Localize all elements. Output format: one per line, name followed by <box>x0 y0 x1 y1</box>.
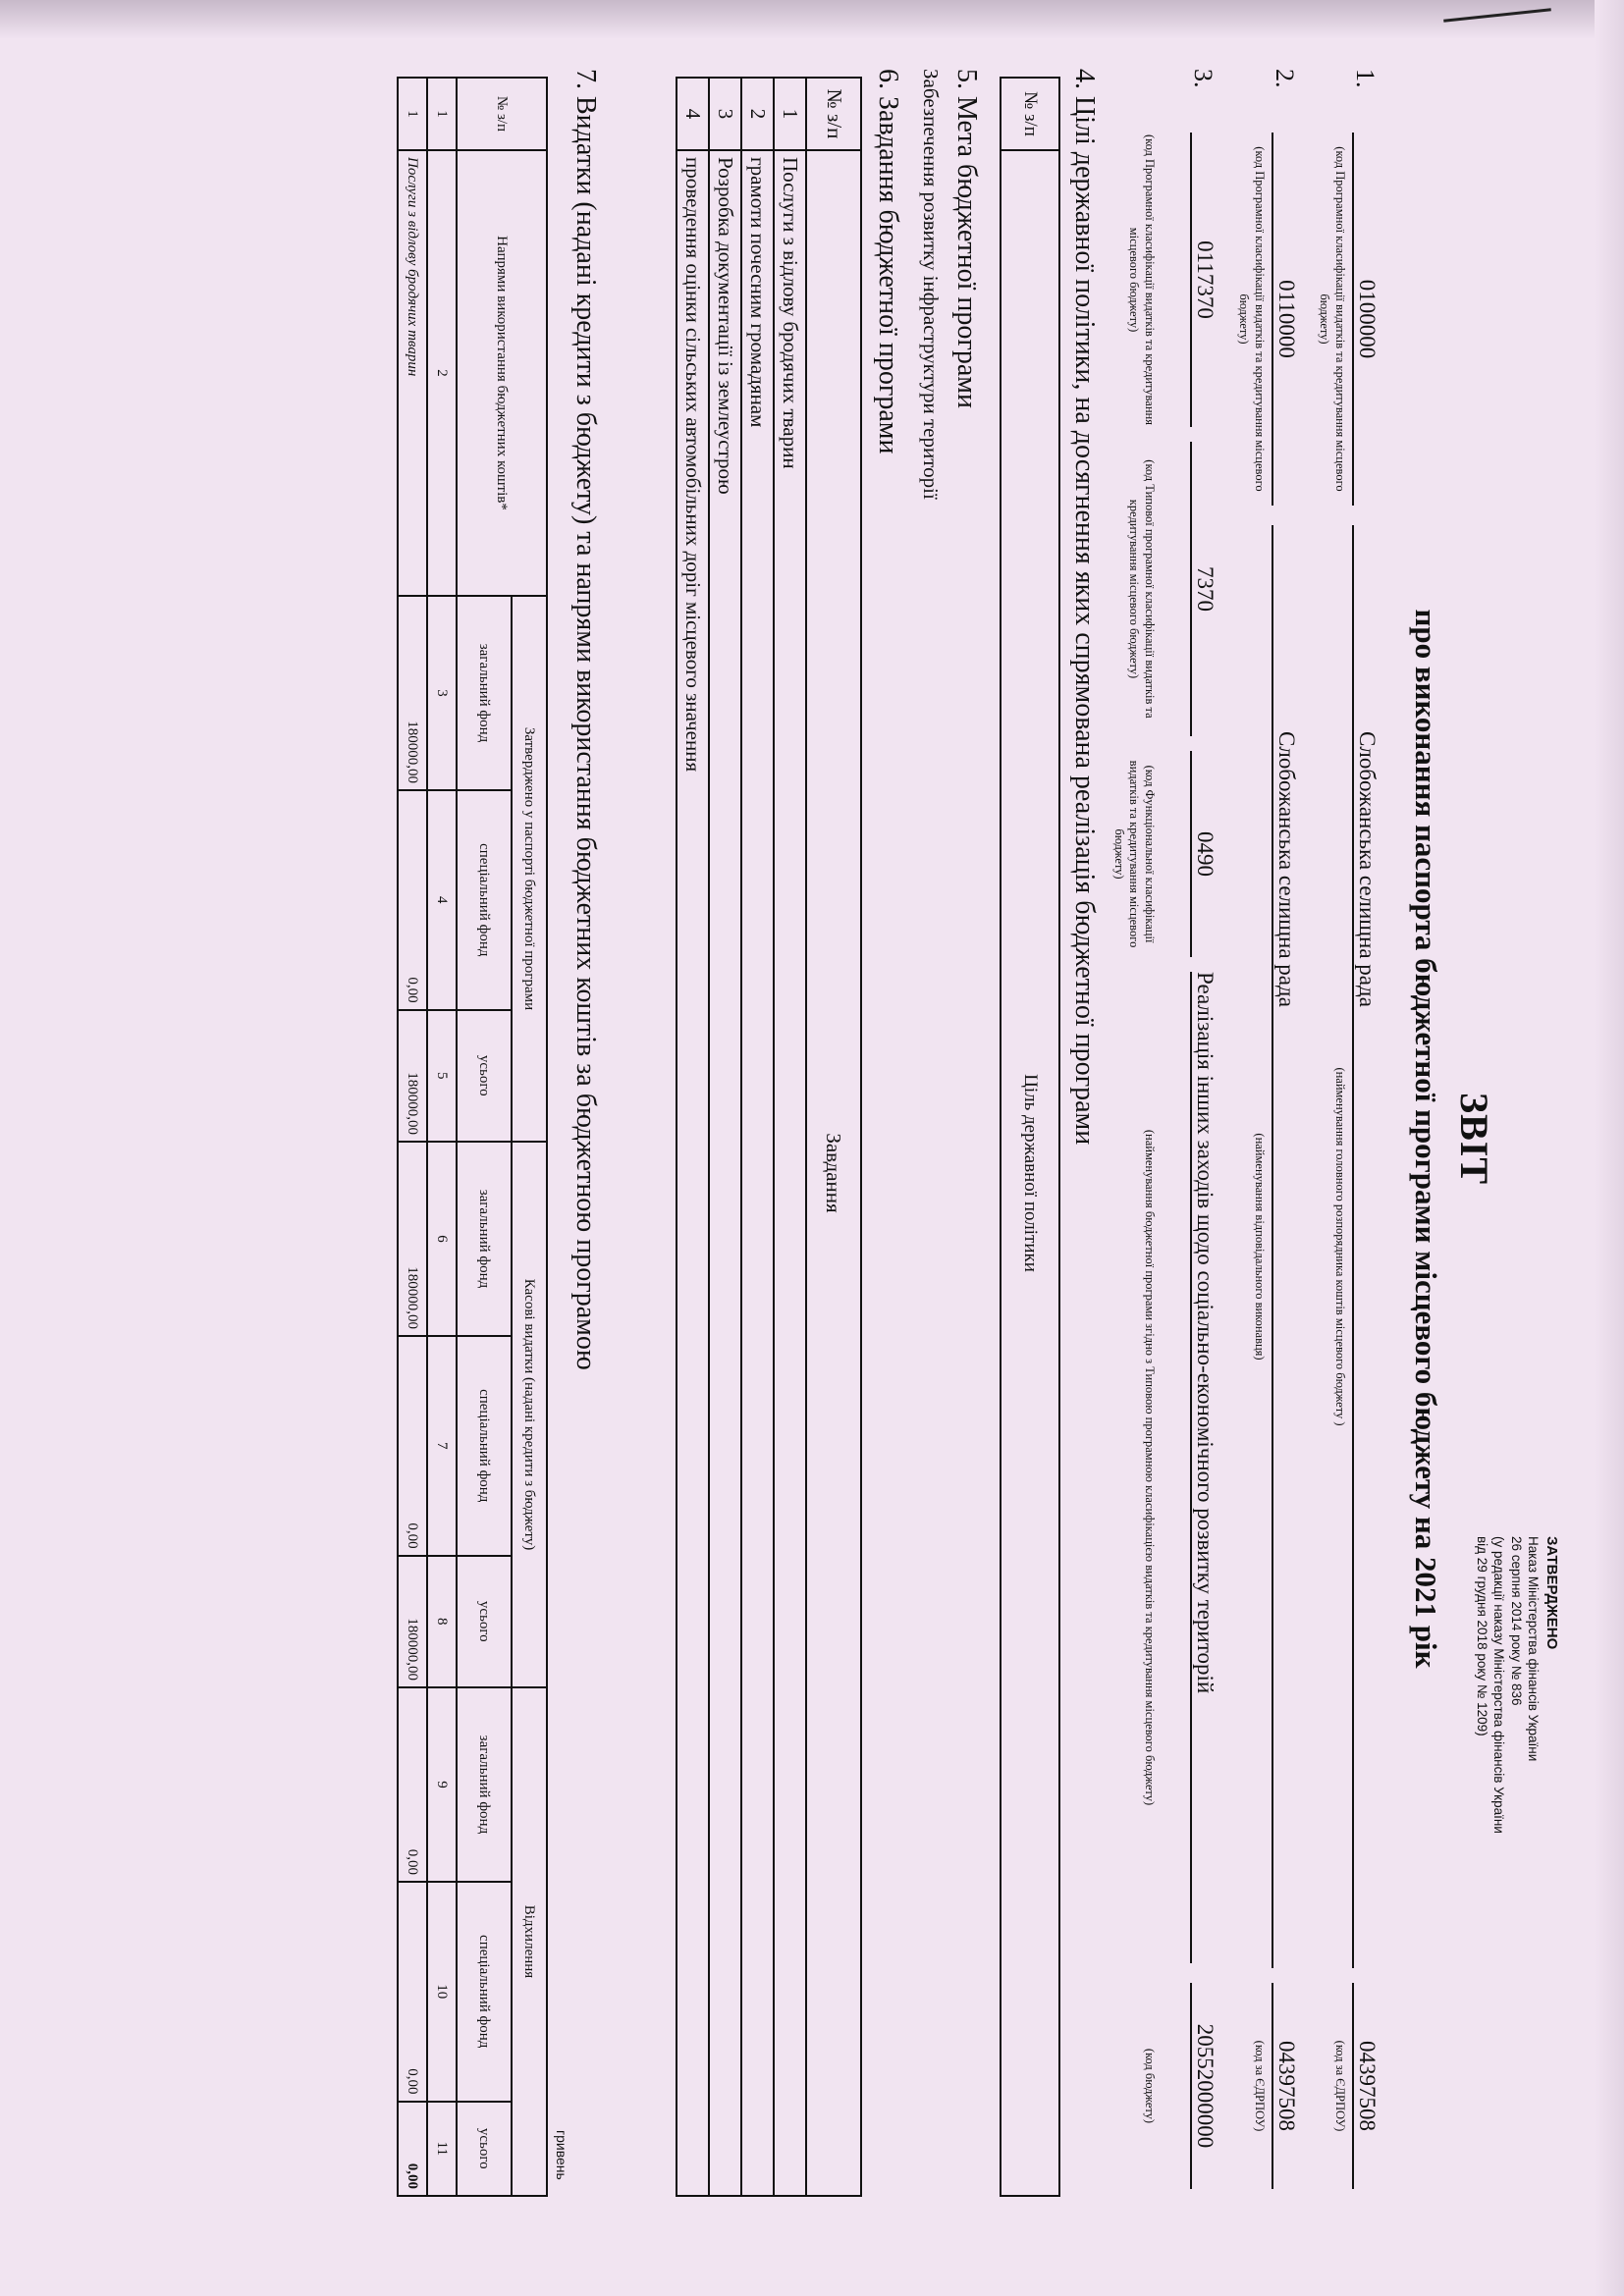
row3-typical-code: 7370 <box>1190 442 1218 736</box>
section7-unit: гривень <box>554 2130 569 2180</box>
scan-edge-right <box>1595 0 1624 2296</box>
section7-table <box>397 77 548 2197</box>
row2-code: 0110000 <box>1272 133 1299 506</box>
table-row <box>741 78 774 2196</box>
report-subtitle: про виконання паспорта бюджетної програми місцевого бюджету на 2021 рік <box>1409 609 1443 1669</box>
section6-table <box>676 77 862 2197</box>
row1-code-hint: (код Програмної класифікації видатків та кредитування місцевого бюджету) <box>1318 146 1347 492</box>
section4-col-goal: Ціль державної політики <box>1001 150 1059 2196</box>
row3-budget-code: 20552000000 <box>1190 1983 1218 2189</box>
col-number: 7 <box>427 1336 457 1556</box>
sub-general: загальний фонд <box>457 1142 512 1336</box>
section5-title: 5. Мета бюджетної програми <box>951 69 982 408</box>
col-number: 6 <box>427 1142 457 1336</box>
row3-typical-hint: (код Типової програмної класифікації видатків та кредитування місцевого бюджету) <box>1127 459 1157 719</box>
row3-code: 0117370 <box>1190 133 1218 427</box>
row3-name-hint: (найменування бюджетної програми згідно з Типовою програмною класифікацією видатків та кредитування місцевого бюджету) <box>1143 1129 1157 1806</box>
approved-line: 26 серпня 2014 року № 836 <box>1508 1536 1524 1706</box>
section6-title: 6. Завдання бюджетної програми <box>873 69 903 454</box>
row2-edrpou: 04397508 <box>1272 1983 1299 2189</box>
col-number: 1 <box>427 78 457 150</box>
section4-table <box>1000 77 1060 2197</box>
row1-name-text: Слобожанська селищна рада <box>1355 731 1380 1007</box>
sub-special: спеціальний фонд <box>457 1882 512 2102</box>
col-number: 9 <box>427 1687 457 1882</box>
task-text: грамоти почесним громадянам <box>741 150 774 2196</box>
sub-total: усього <box>457 1556 512 1687</box>
group-deviation: Відхилення <box>512 1687 547 2196</box>
approved-title: ЗАТВЕРДЖЕНО <box>1543 1536 1560 1650</box>
sub-total: усього <box>457 2102 512 2196</box>
row1-name <box>1352 525 1380 1968</box>
task-num: 1 <box>774 78 806 150</box>
expense-value: 0,00 <box>398 790 427 1010</box>
expense-value: 180000,00 <box>398 1142 427 1336</box>
section6-col-task: Завдання <box>806 150 861 2196</box>
row3-number: 3. <box>1189 69 1218 88</box>
sub-special: спеціальний фонд <box>457 790 512 1010</box>
section4-col-num: № з/п <box>1001 78 1059 150</box>
row3-budget-hint: (код бюджету) <box>1143 2048 1157 2124</box>
expense-direction: Послуги з відлову бродячих тварин <box>398 150 427 596</box>
group-cash: Касові видатки (надані кредити з бюджету) <box>512 1142 547 1687</box>
section4-title: 4. Цілі державної політики, на досягнення яких спрямована реалізація бюджетної програми <box>1069 69 1100 1146</box>
table-row <box>677 78 709 2196</box>
col-number: 2 <box>427 150 457 596</box>
column-number-row <box>427 78 457 2196</box>
task-text: Розробка документації із землеустрою <box>709 150 741 2196</box>
approved-line: (у редакції наказу Міністерства фінансів України <box>1491 1536 1507 1834</box>
expense-value: 0,00 <box>398 1882 427 2102</box>
expense-value: 180000,00 <box>398 1010 427 1142</box>
row3-func-hint: (код Функціональної класифікації видатків та кредитування місцевого бюджету) <box>1111 760 1157 948</box>
section6-col-num: № з/п <box>806 78 861 150</box>
row2-code-hint: (код Програмної класифікації видатків та кредитування місцевого бюджету) <box>1237 146 1267 492</box>
task-text: проведення оцінки сільських автомобільних доріг місцевого значення <box>677 150 709 2196</box>
row1-name-hint: (найменування головного розпорядника коштів місцевого бюджету ) <box>1333 1067 1347 1426</box>
expense-value: 180000,00 <box>398 1556 427 1687</box>
expense-value: 0,00 <box>398 1336 427 1556</box>
expense-value: 180000,00 <box>398 596 427 790</box>
row2-name <box>1272 525 1299 1968</box>
table-row <box>709 78 741 2196</box>
col-number: 4 <box>427 790 457 1010</box>
row1-edrpou-hint: (код за ЄДРПОУ) <box>1333 2040 1347 2132</box>
row2-number: 2. <box>1271 69 1299 88</box>
row2-edrpou-hint: (код за ЄДРПОУ) <box>1253 2040 1267 2132</box>
task-text: Послуги з відлову бродячих тварин <box>774 150 806 2196</box>
row1-edrpou: 04397508 <box>1352 1983 1380 2189</box>
table-row <box>398 78 427 2196</box>
task-num: 2 <box>741 78 774 150</box>
task-num: 3 <box>709 78 741 150</box>
section7-title: 7. Видатки (надані кредити з бюджету) та напрями використання бюджетних коштів за бюджетною програмою <box>570 69 601 1370</box>
sub-total: усього <box>457 1010 512 1142</box>
row3-program-name: Реалізація інших заходів щодо соціально-економічного розвитку територій <box>1190 972 1218 1963</box>
col-number: 10 <box>427 1882 457 2102</box>
section7-col-num: № з/п <box>457 78 547 150</box>
expense-value: 0,00 <box>398 1687 427 1882</box>
row3-func-code: 0490 <box>1190 751 1218 957</box>
col-number: 11 <box>427 2102 457 2196</box>
sub-general: загальний фонд <box>457 1687 512 1882</box>
sub-general: загальний фонд <box>457 596 512 790</box>
expense-value: 0,00 <box>398 2102 427 2196</box>
row1-number: 1. <box>1351 69 1380 88</box>
report-title: ЗВІТ <box>1452 1092 1496 1186</box>
row3-code-hint: (код Програмної класифікації видатків та кредитування місцевого бюджету) <box>1127 134 1157 425</box>
expense-num: 1 <box>398 78 427 150</box>
row2-name-hint: (найменування відповідального виконавця) <box>1253 1133 1267 1361</box>
col-number: 5 <box>427 1010 457 1142</box>
row1-code: 0100000 <box>1352 133 1380 506</box>
task-num: 4 <box>677 78 709 150</box>
col-number: 3 <box>427 596 457 790</box>
rotated-document <box>20 10 1591 2268</box>
approved-line: Наказ Міністерства фінансів України <box>1526 1536 1542 1762</box>
row2-name-text: Слобожанська селищна рада <box>1274 731 1299 1007</box>
table-row <box>774 78 806 2196</box>
section5-goal-text: Забезпечення розвитку інфраструктури території <box>919 69 943 500</box>
col-number: 8 <box>427 1556 457 1687</box>
approved-line: від 29 грудня 2018 року № 1209) <box>1474 1536 1489 1736</box>
sub-special: спеціальний фонд <box>457 1336 512 1556</box>
section7-col-direction: Напрями використання бюджетних коштів* <box>457 150 547 596</box>
group-approved: Затверджено у паспорті бюджетної програми <box>512 596 547 1142</box>
